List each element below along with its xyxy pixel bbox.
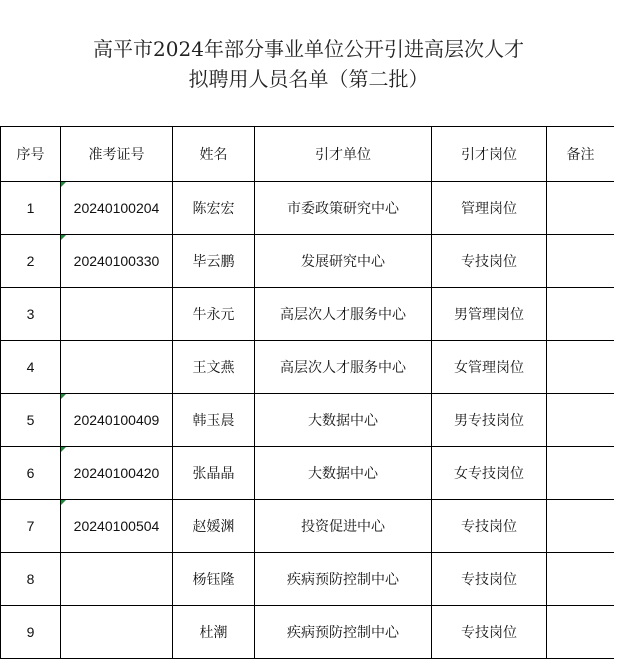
document-title bbox=[0, 34, 617, 94]
title-line-1: 高平市2024年部分事业单位公开引进高层次人才 bbox=[93, 37, 524, 61]
cell-name: 赵媛渊 bbox=[173, 500, 255, 553]
cell-note bbox=[547, 553, 615, 606]
cell-post: 专技岗位 bbox=[432, 553, 547, 606]
table-row bbox=[1, 288, 615, 341]
table-header-row bbox=[1, 127, 615, 182]
cell-note bbox=[547, 341, 615, 394]
cell-note bbox=[547, 235, 615, 288]
candidate-table bbox=[0, 126, 615, 659]
cell-post: 专技岗位 bbox=[432, 606, 547, 659]
cell-no: 3 bbox=[1, 288, 61, 341]
cell-name: 陈宏宏 bbox=[173, 182, 255, 235]
cell-unit: 疾病预防控制中心 bbox=[255, 553, 432, 606]
cell-note bbox=[547, 447, 615, 500]
header-note: 备注 bbox=[547, 127, 615, 182]
cell-exam-id: 20240100409 bbox=[61, 394, 173, 447]
header-no: 序号 bbox=[1, 127, 61, 182]
cell-exam-id: 20240100330 bbox=[61, 235, 173, 288]
header-name: 姓名 bbox=[173, 127, 255, 182]
cell-unit: 疾病预防控制中心 bbox=[255, 606, 432, 659]
cell-post: 专技岗位 bbox=[432, 235, 547, 288]
cell-exam-id bbox=[61, 553, 173, 606]
cell-no: 6 bbox=[1, 447, 61, 500]
cell-no: 7 bbox=[1, 500, 61, 553]
cell-unit: 投资促进中心 bbox=[255, 500, 432, 553]
cell-exam-id bbox=[61, 288, 173, 341]
cell-note bbox=[547, 288, 615, 341]
table-row bbox=[1, 447, 615, 500]
cell-no: 1 bbox=[1, 182, 61, 235]
cell-exam-id: 20240100204 bbox=[61, 182, 173, 235]
cell-no: 8 bbox=[1, 553, 61, 606]
title-line-2: 拟聘用人员名单（第二批） bbox=[188, 67, 429, 91]
cell-unit: 发展研究中心 bbox=[255, 235, 432, 288]
cell-name: 韩玉晨 bbox=[173, 394, 255, 447]
cell-name: 张晶晶 bbox=[173, 447, 255, 500]
table-row bbox=[1, 606, 615, 659]
table-row bbox=[1, 553, 615, 606]
cell-unit: 市委政策研究中心 bbox=[255, 182, 432, 235]
cell-post: 管理岗位 bbox=[432, 182, 547, 235]
table-row bbox=[1, 235, 615, 288]
cell-exam-id: 20240100504 bbox=[61, 500, 173, 553]
cell-name: 杜潮 bbox=[173, 606, 255, 659]
cell-unit: 高层次人才服务中心 bbox=[255, 288, 432, 341]
cell-note bbox=[547, 500, 615, 553]
cell-no: 4 bbox=[1, 341, 61, 394]
cell-note bbox=[547, 182, 615, 235]
cell-post: 男管理岗位 bbox=[432, 288, 547, 341]
cell-name: 毕云鹏 bbox=[173, 235, 255, 288]
cell-no: 9 bbox=[1, 606, 61, 659]
cell-unit: 高层次人才服务中心 bbox=[255, 341, 432, 394]
cell-post: 专技岗位 bbox=[432, 500, 547, 553]
header-exam-id: 准考证号 bbox=[61, 127, 173, 182]
header-post: 引才岗位 bbox=[432, 127, 547, 182]
table-row bbox=[1, 394, 615, 447]
table-row bbox=[1, 182, 615, 235]
cell-no: 5 bbox=[1, 394, 61, 447]
cell-unit: 大数据中心 bbox=[255, 394, 432, 447]
cell-exam-id: 20240100420 bbox=[61, 447, 173, 500]
cell-exam-id bbox=[61, 606, 173, 659]
table-row bbox=[1, 341, 615, 394]
cell-post: 女管理岗位 bbox=[432, 341, 547, 394]
cell-post: 女专技岗位 bbox=[432, 447, 547, 500]
cell-name: 杨钰隆 bbox=[173, 553, 255, 606]
cell-no: 2 bbox=[1, 235, 61, 288]
cell-post: 男专技岗位 bbox=[432, 394, 547, 447]
cell-name: 王文燕 bbox=[173, 341, 255, 394]
cell-name: 牛永元 bbox=[173, 288, 255, 341]
cell-note bbox=[547, 606, 615, 659]
header-unit: 引才单位 bbox=[255, 127, 432, 182]
cell-unit: 大数据中心 bbox=[255, 447, 432, 500]
cell-exam-id bbox=[61, 341, 173, 394]
cell-note bbox=[547, 394, 615, 447]
table-row bbox=[1, 500, 615, 553]
